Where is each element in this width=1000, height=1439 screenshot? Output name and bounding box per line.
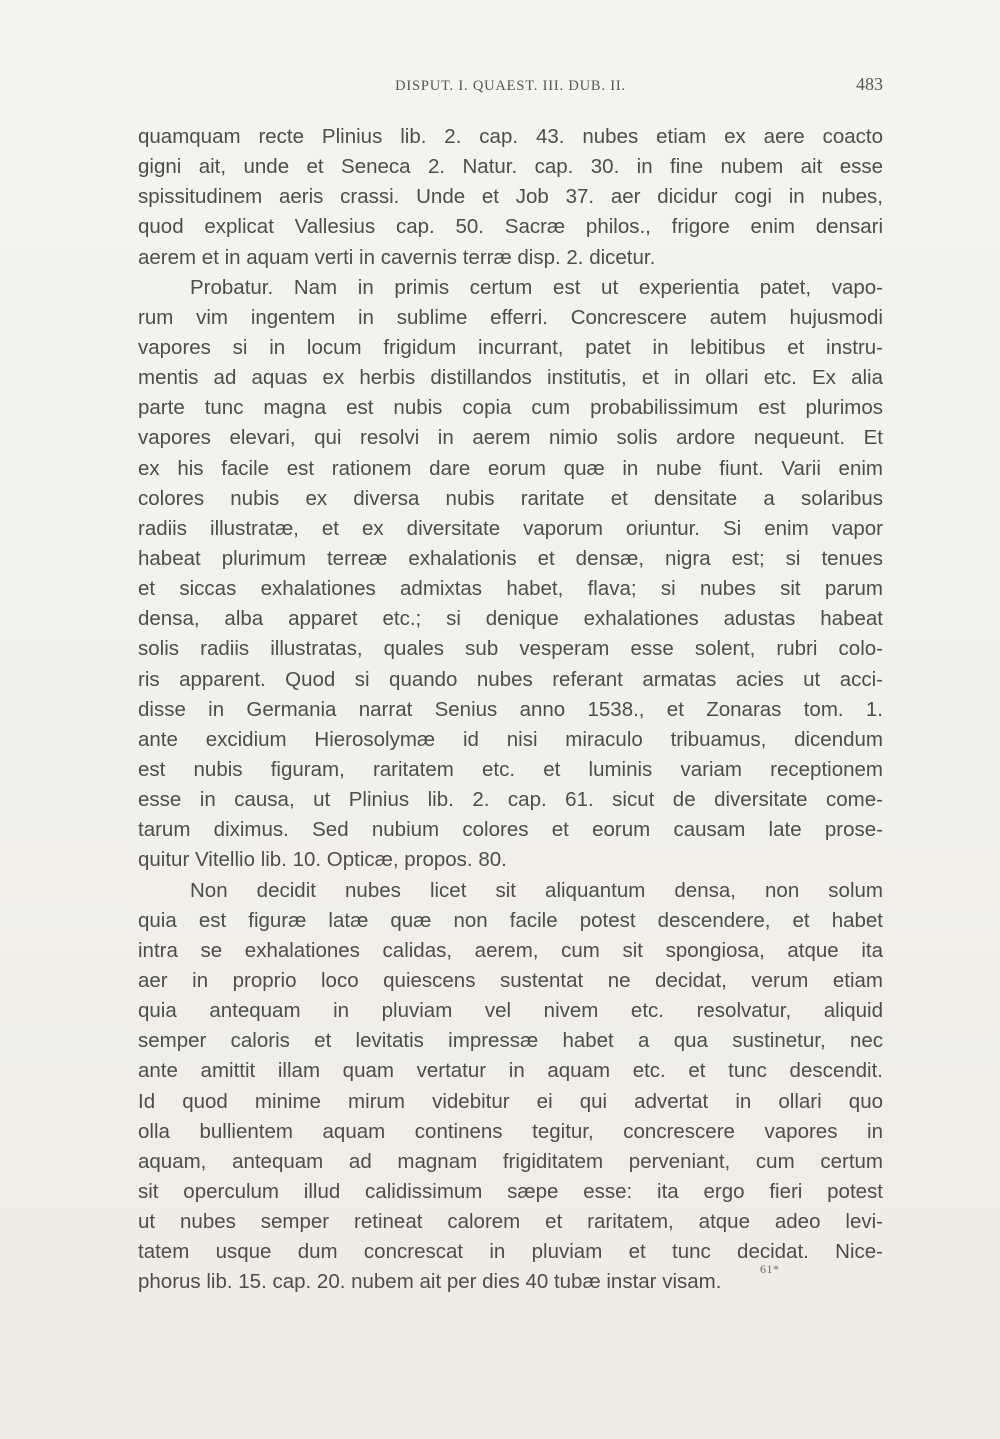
text-line: ris apparent. Quod si quando nubes referant armatas acies ut acci- [138,667,883,691]
text-line: quitur Vitellio lib. 10. Opticæ, propos. 80. [138,848,507,872]
text-line: Id quod minime mirum videbitur ei qui advertat in ollari quo [138,1089,883,1113]
text-line: aerem et in aquam verti in cavernis terræ disp. 2. dicetur. [138,245,656,269]
signature-mark: 61* [760,1262,780,1276]
text-line: vapores si in locum frigidum incurrant, patet in lebitibus et instru- [138,335,883,359]
text-line: quamquam recte Plinius lib. 2. cap. 43. nubes etiam ex aere coacto [138,125,883,148]
text-line: Probatur. Nam in primis certum est ut experientia patet, vapo- [190,275,883,299]
text-line: rum vim ingentem in sublime efferri. Concrescere autem hujusmodi [138,305,883,329]
body-text [138,122,883,1297]
text-line: Non decidit nubes licet sit aliquantum densa, non solum [190,878,883,902]
text-line: ut nubes semper retineat calorem et raritatem, atque adeo levi- [138,1210,883,1234]
paragraph [138,122,883,273]
text-line: spissitudinem aeris crassi. Unde et Job 37. aer dicidur cogi in nubes, [138,185,883,209]
text-line: esse in causa, ut Plinius lib. 2. cap. 61. sicut de diversitate come- [138,788,883,812]
text-line: vapores elevari, qui resolvi in aerem nimio solis ardore nequeunt. Et [138,426,883,450]
paragraph [138,876,883,1298]
text-line: et siccas exhalationes admixtas habet, flava; si nubes sit parum [138,577,883,601]
text-line: disse in Germania narrat Senius anno 1538., et Zonaras tom. 1. [138,697,883,721]
text-line: est nubis figuram, raritatem etc. et luminis variam receptionem [138,757,883,781]
text-line: quod explicat Vallesius cap. 50. Sacræ philos., frigore enim densari [138,215,883,239]
text-line: aquam, antequam ad magnam frigiditatem perveniant, cum certum [138,1149,883,1173]
text-line: phorus lib. 15. cap. 20. nubem ait per dies 40 tubæ instar visam. [138,1270,722,1294]
text-line: densa, alba apparet etc.; si denique exhalationes adustas habeat [138,607,883,631]
text-line: quia antequam in pluviam vel nivem etc. resolvatur, aliquid [138,999,883,1023]
text-line: intra se exhalationes calidas, aerem, cum sit spongiosa, atque ita [138,938,883,962]
page-number: 483 [856,74,883,94]
text-line: ante amittit illam quam vertatur in aquam etc. et tunc descendit. [138,1059,883,1083]
running-head [138,74,883,102]
text-line: gigni ait, unde et Seneca 2. Natur. cap. 30. in fine nubem ait esse [138,155,883,179]
text-line: mentis ad aquas ex herbis distillandos institutis, et in ollari etc. Ex alia [138,366,883,390]
text-line: tarum diximus. Sed nubium colores et eorum causam late prose- [138,818,883,842]
paragraph [138,273,883,876]
text-line: olla bullientem aquam continens tegitur, concrescere vapores in [138,1119,883,1143]
text-line: solis radiis illustratas, quales sub vesperam esse solent, rubri colo- [138,637,883,661]
text-line: ante excidium Hierosolymæ id nisi miraculo tribuamus, dicendum [138,727,883,751]
running-title: DISPUT. I. QUAEST. III. DUB. II. [395,78,626,94]
text-line: tatem usque dum concrescat in pluviam et tunc decidat. Nice- [138,1240,883,1264]
text-line: habeat plurimum terreæ exhalationis et densæ, nigra est; si tenues [138,546,883,570]
text-line: aer in proprio loco quiescens sustentat ne decidat, verum etiam [138,968,883,992]
text-line: radiis illustratæ, et ex diversitate vaporum oriuntur. Si enim vapor [138,516,883,540]
text-line: colores nubis ex diversa nubis raritate et densitate a solaribus [138,486,883,510]
text-line: quia est figuræ latæ quæ non facile potest descendere, et habet [138,908,883,932]
text-line: semper caloris et levitatis impressæ habet a qua sustinetur, nec [138,1029,883,1053]
text-line: ex his facile est rationem dare eorum quæ in nube fiunt. Varii enim [138,456,883,480]
text-line: parte tunc magna est nubis copia cum probabilissimum est plurimos [138,396,883,420]
text-line: sit operculum illud calidissimum sæpe esse: ita ergo fieri potest [138,1179,883,1203]
